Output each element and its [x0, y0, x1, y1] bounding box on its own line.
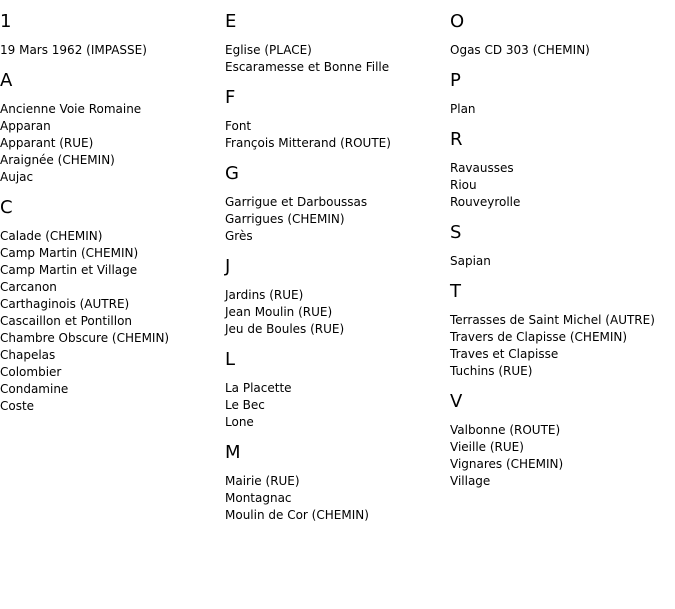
letter-heading: M	[225, 442, 241, 463]
street-link[interactable]: Riou	[450, 178, 477, 192]
street-link[interactable]: La Placette	[225, 381, 292, 395]
street-list-item	[0, 381, 225, 398]
street-list-item	[0, 296, 225, 313]
street-link[interactable]: Garrigue et Darboussas	[225, 195, 368, 209]
street-list	[450, 312, 675, 380]
street-link[interactable]: Colombier	[0, 365, 62, 379]
letter-group	[225, 11, 450, 76]
street-link[interactable]: Carcanon	[0, 280, 57, 294]
street-list-item	[450, 194, 675, 211]
street-list-item	[450, 422, 675, 439]
street-link[interactable]: Chapelas	[0, 348, 56, 362]
street-list-item	[450, 101, 675, 118]
street-list-item	[450, 160, 675, 177]
street-list	[225, 473, 450, 524]
street-list-item	[0, 364, 225, 381]
street-link[interactable]: Montagnac	[225, 491, 292, 505]
street-link[interactable]: Chambre Obscure (CHEMIN)	[0, 331, 170, 345]
street-list-item	[450, 439, 675, 456]
street-link[interactable]: Camp Martin (CHEMIN)	[0, 246, 139, 260]
street-list-item	[0, 347, 225, 364]
street-list-item	[450, 42, 675, 59]
street-link[interactable]: Jeu de Boules (RUE)	[225, 322, 345, 336]
street-link[interactable]: Tuchins (RUE)	[450, 364, 533, 378]
street-list	[0, 228, 225, 415]
letter-heading: S	[450, 222, 462, 243]
street-list-item	[225, 135, 450, 152]
street-list-item	[0, 330, 225, 347]
street-link[interactable]: Eglise (PLACE)	[225, 43, 312, 57]
letter-heading: R	[450, 129, 463, 150]
letter-heading: F	[225, 87, 236, 108]
street-list-item	[0, 262, 225, 279]
street-link[interactable]: Coste	[0, 399, 35, 413]
street-list-item	[450, 346, 675, 363]
letter-group	[450, 11, 675, 59]
street-link[interactable]: Garrigues (CHEMIN)	[225, 212, 345, 226]
letter-group	[225, 163, 450, 245]
street-list-item	[225, 397, 450, 414]
street-list	[225, 194, 450, 245]
street-link[interactable]: Traves et Clapisse	[450, 347, 559, 361]
street-link[interactable]: Lone	[225, 415, 254, 429]
street-index-column-1	[0, 0, 225, 415]
street-list-item	[225, 211, 450, 228]
street-list-item	[225, 507, 450, 524]
letter-group	[0, 11, 225, 59]
street-list-item	[225, 287, 450, 304]
street-list-item	[450, 456, 675, 473]
street-link[interactable]: Ravausses	[450, 161, 514, 175]
street-link[interactable]: Rouveyrolle	[450, 195, 521, 209]
letter-group	[450, 129, 675, 211]
street-link[interactable]: Aujac	[0, 170, 34, 184]
street-list-item	[0, 313, 225, 330]
street-list	[225, 118, 450, 152]
letter-heading: V	[450, 391, 463, 412]
street-link[interactable]: Escaramesse et Bonne Fille	[225, 60, 390, 74]
street-link[interactable]: Jean Moulin (RUE)	[225, 305, 333, 319]
street-link[interactable]: Village	[450, 474, 491, 488]
street-list	[450, 42, 675, 59]
street-link[interactable]: Font	[225, 119, 252, 133]
street-list-item	[225, 414, 450, 431]
letter-heading: O	[450, 11, 465, 32]
street-index-column-2	[225, 0, 450, 524]
street-list-item	[450, 253, 675, 270]
letter-heading: E	[225, 11, 237, 32]
street-link[interactable]: Mairie (RUE)	[225, 474, 300, 488]
street-link[interactable]: Plan	[450, 102, 476, 116]
street-link[interactable]: Camp Martin et Village	[0, 263, 138, 277]
street-list	[225, 380, 450, 431]
street-list-item	[225, 473, 450, 490]
street-link[interactable]: Terrasses de Saint Michel (AUTRE)	[450, 313, 655, 327]
letter-group	[450, 281, 675, 380]
street-list-item	[0, 169, 225, 186]
street-link[interactable]: Jardins (RUE)	[225, 288, 304, 302]
letter-group	[0, 70, 225, 186]
street-list-item	[0, 279, 225, 296]
letter-heading: T	[450, 281, 461, 302]
street-list-item	[0, 152, 225, 169]
street-list-item	[225, 118, 450, 135]
street-list-item	[0, 118, 225, 135]
street-list-item	[0, 228, 225, 245]
street-link[interactable]: Apparant (RUE)	[0, 136, 94, 150]
street-list	[450, 253, 675, 270]
street-list	[450, 422, 675, 490]
letter-heading: P	[450, 70, 461, 91]
street-link[interactable]: Le Bec	[225, 398, 265, 412]
street-link[interactable]: Travers de Clapisse (CHEMIN)	[450, 330, 628, 344]
street-link[interactable]: Condamine	[0, 382, 69, 396]
letter-heading: G	[225, 163, 239, 184]
street-list-item	[225, 490, 450, 507]
street-index-column-3	[450, 0, 675, 490]
street-list-item	[450, 473, 675, 490]
street-link[interactable]: Araignée (CHEMIN)	[0, 153, 115, 167]
letter-heading: J	[225, 256, 231, 277]
street-list-item	[225, 59, 450, 76]
street-link[interactable]: Cascaillon et Pontillon	[0, 314, 133, 328]
street-link[interactable]: Valbonne (ROUTE)	[450, 423, 561, 437]
street-list-item	[0, 101, 225, 118]
street-link[interactable]: Vignares (CHEMIN)	[450, 457, 564, 471]
street-list-item	[225, 321, 450, 338]
letter-group	[0, 197, 225, 415]
street-list-item	[225, 194, 450, 211]
letter-heading: A	[0, 70, 13, 91]
letter-group	[450, 70, 675, 118]
street-list-item	[450, 312, 675, 329]
street-link[interactable]: Grès	[225, 229, 253, 243]
letter-heading: L	[225, 349, 236, 370]
street-link[interactable]: François Mitterand (ROUTE)	[225, 136, 391, 150]
street-link[interactable]: Calade (CHEMIN)	[0, 229, 103, 243]
street-link[interactable]: 19 Mars 1962 (IMPASSE)	[0, 43, 147, 57]
street-list-item	[225, 42, 450, 59]
street-list	[0, 42, 225, 59]
letter-group	[225, 256, 450, 338]
street-list-item	[450, 177, 675, 194]
street-list-item	[0, 42, 225, 59]
street-list-item	[0, 245, 225, 262]
street-list-item	[450, 329, 675, 346]
street-list	[450, 101, 675, 118]
letter-heading: C	[0, 197, 13, 218]
street-link[interactable]: Vieille (RUE)	[450, 440, 524, 454]
street-list	[450, 160, 675, 211]
street-list-item	[225, 304, 450, 321]
street-list-item	[225, 380, 450, 397]
letter-group	[225, 442, 450, 524]
street-list-item	[225, 228, 450, 245]
street-link[interactable]: Ancienne Voie Romaine	[0, 102, 142, 116]
letter-heading: 1	[0, 11, 12, 32]
street-link[interactable]: Ogas CD 303 (CHEMIN)	[450, 43, 590, 57]
letter-group	[225, 349, 450, 431]
street-list-item	[0, 398, 225, 415]
street-link[interactable]: Apparan	[0, 119, 51, 133]
letter-group	[450, 222, 675, 270]
street-link[interactable]: Moulin de Cor (CHEMIN)	[225, 508, 369, 522]
street-list-item	[450, 363, 675, 380]
street-list-item	[0, 135, 225, 152]
street-list	[225, 42, 450, 76]
street-list	[225, 287, 450, 338]
letter-group	[450, 391, 675, 490]
street-link[interactable]: Sapian	[450, 254, 491, 268]
letter-group	[225, 87, 450, 152]
street-list	[0, 101, 225, 186]
street-link[interactable]: Carthaginois (AUTRE)	[0, 297, 130, 311]
